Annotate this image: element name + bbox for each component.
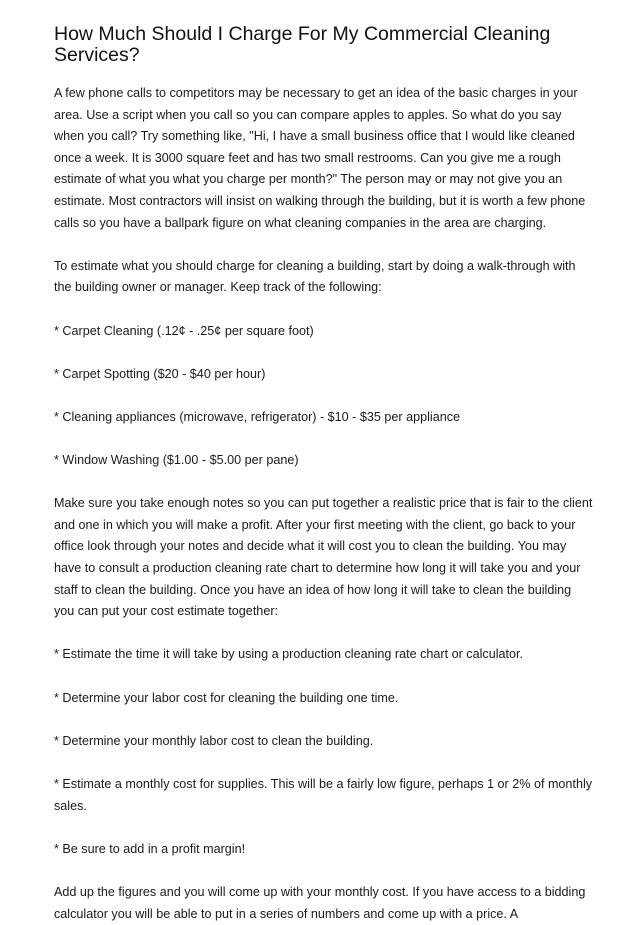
paragraph-intro: A few phone calls to competitors may be necessary to get an idea of the basic charges in your area. Use a script when you call so you can compare apples to apples. So what do you say when you call? Try something like, "Hi, I have a small business office that I would like cleaned once a week. It is 3000 square feet and has two small restrooms. Can you give me a rough estimate of what you what you charge per month?" The person may or may not give you an estimate. Most contractors will insist on walking through the building, but it is worth a few phone calls so you have a ballpark figure on what cleaning companies in the area are charging. xyxy=(54,86,586,230)
list-item-profit-margin: * Be sure to add in a profit margin! xyxy=(54,841,246,856)
list-item-cleaning-appliances: * Cleaning appliances (microwave, refrigerator) - $10 - $35 per appliance xyxy=(54,409,461,424)
list-item-carpet-cleaning: * Carpet Cleaning (.12¢ - .25¢ per square foot) xyxy=(54,323,314,338)
list-item-labor-cost: * Determine your labor cost for cleaning the building one time. xyxy=(54,690,399,705)
list-item-supplies-cost: * Estimate a monthly cost for supplies. This will be a fairly low figure, perhaps 1 or 2% of monthly sales. xyxy=(54,777,593,813)
document-title: How Much Should I Charge For My Commercial Cleaning Services? xyxy=(54,23,551,66)
paragraph-notes: Make sure you take enough notes so you can put together a realistic price that is fair to the client and one in which you will make a profit. After your first meeting with the client, go back to your office look through your notes and decide what it will cost you to clean the building. You may have to consult a production cleaning rate chart to determine how long it will take you and your staff to clean the building. Once you have an idea of how long it will take to clean the building you can put your cost estimate together: xyxy=(54,496,593,619)
list-item-monthly-labor-cost: * Determine your monthly labor cost to clean the building. xyxy=(54,733,374,748)
list-item-estimate-time: * Estimate the time it will take by using a production cleaning rate chart or calculator. xyxy=(54,647,523,662)
list-item-carpet-spotting: * Carpet Spotting ($20 - $40 per hour) xyxy=(54,366,266,381)
paragraph-walkthrough: To estimate what you should charge for cleaning a building, start by doing a walk-through with the building owner or manager. Keep track of the following: xyxy=(54,258,576,295)
list-item-window-washing: * Window Washing ($1.00 - $5.00 per pane) xyxy=(54,453,299,468)
document-page xyxy=(54,24,594,925)
paragraph-add-up: Add up the figures and you will come up with your monthly cost. If you have access to a bidding calculator you will be able to put in a series of numbers and come up with a price. A xyxy=(54,884,586,921)
